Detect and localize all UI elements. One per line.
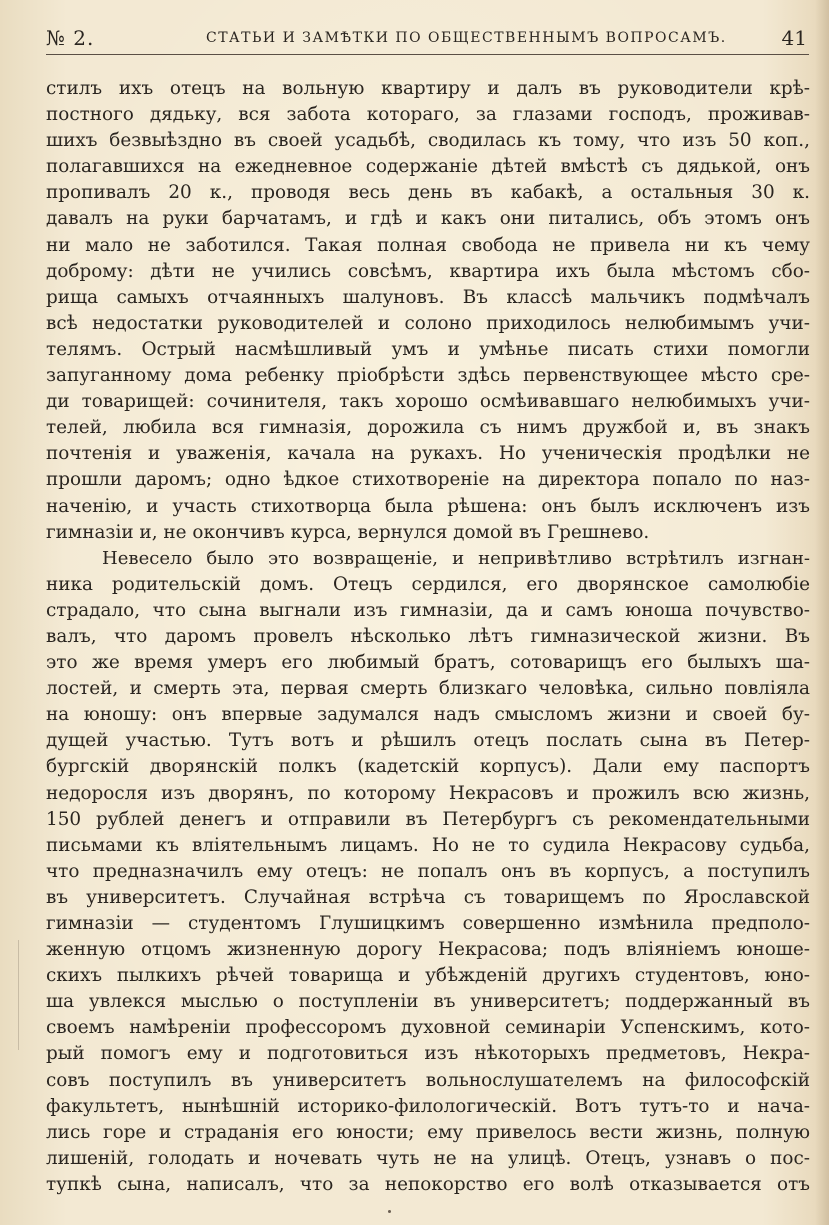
text-line: стилъ ихъ отецъ на вольную квартиру и далъ въ руководители крѣ- [46, 78, 810, 99]
text-line: лишеній, голодать и ночевать чуть не на улицѣ. Отецъ, узнавъ о пос- [46, 1147, 810, 1169]
text-line: это же время умеръ его любимый братъ, сотоварищъ его былыхъ ша- [46, 652, 810, 674]
text-line: лостей, и смерть эта, первая смерть близкаго человѣка, сильно повліяла [46, 678, 810, 700]
page-edge-shadow [815, 0, 829, 1225]
paragraph-end-line: гимназіи и, не окончивъ курса, вернулся домой въ Грешнево. [46, 521, 650, 543]
text-line: дущей участью. Тутъ вотъ и рѣшилъ отецъ послать сына въ Петер- [46, 730, 810, 752]
text-line: бургскій дворянскій полкъ (кадетскій корпусъ). Дали ему паспортъ [46, 756, 810, 778]
text-line: своемъ намѣреніи профессоромъ духовной семинаріи Успенскимъ, кото- [46, 1017, 810, 1039]
section-title: СТАТЬИ И ЗАМѢТКИ ПО ОБЩЕСТВЕННЫМЪ ВОПРОСАМЪ. [206, 30, 727, 46]
paragraph-start-line: Невесело было это возвращеніе, и непривѣтливо встрѣтилъ изгнан- [102, 547, 810, 569]
page-number: 41 [781, 26, 807, 50]
paper-speck [388, 1210, 391, 1213]
text-line: давалъ на руки барчатамъ, и гдѣ и какъ они питались, объ этомъ онъ [46, 208, 810, 230]
text-line: лись горе и страданія его юности; ему привелось вести жизнь, полную [46, 1121, 810, 1143]
text-line: почтенія и уваженія, качала на рукахъ. Но ученическія продѣлки не [46, 443, 810, 465]
text-line: ни мало не заботился. Такая полная свобода не привела ни къ чему [46, 234, 810, 256]
text-line: ника родительскій домъ. Отецъ сердился, его дворянское самолюбіе [46, 573, 810, 595]
text-line: доброму: дѣти не учились совсѣмъ, квартира ихъ была мѣстомъ сбо- [46, 260, 810, 282]
text-line: шихъ безвыѣздно въ своей усадьбѣ, сводилась къ тому, что изъ 50 коп., [46, 130, 810, 152]
text-line: факультетъ, нынѣшній историко-филологическій. Вотъ тутъ-то и нача- [46, 1095, 810, 1117]
text-line: рый помогъ ему и подготовиться изъ нѣкоторыхъ предметовъ, Некра- [46, 1043, 810, 1065]
text-line: гимназіи — студентомъ Глушицкимъ совершенно измѣнила предполо- [46, 913, 810, 934]
text-line: полагавшихся на ежедневное содержаніе дѣтей вмѣстѣ съ дядькой, онъ [46, 156, 810, 178]
text-line: рища самыхъ отчаянныхъ шалуновъ. Въ классѣ мальчикъ подмѣчалъ [46, 286, 810, 308]
text-line: постного дядьку, вся забота котораго, за глазами господъ, проживав- [46, 104, 810, 126]
text-line: прошли даромъ; одно ѣдкое стихотвореніе на директора попало по наз- [46, 469, 810, 491]
text-line: письмами къ вліятельнымъ лицамъ. Но не то судила Некрасову судьба, [46, 834, 810, 856]
text-line: ди товарищей: сочинителя, такъ хорошо осмѣивавшаго нелюбимыхъ учи- [46, 391, 810, 413]
text-line: женную отцомъ жизненную дорогу Некрасова; подъ вліяніемъ юноше- [46, 939, 810, 961]
text-line: на юношу: онъ впервые задумался надъ смысломъ жизни и своей бу- [46, 704, 810, 726]
text-line: въ университетъ. Случайная встрѣча съ товарищемъ по Ярославской [46, 886, 810, 908]
text-line: пропивалъ 20 к., проводя весь день въ кабакѣ, а остальныя 30 к. [46, 182, 810, 204]
binding-shadow [18, 940, 19, 1050]
text-line: телей, любила вся гимназія, дорожила съ нимъ дружбой и, въ знакъ [46, 417, 810, 439]
text-line: валъ, что даромъ провелъ нѣсколько лѣтъ гимназической жизни. Въ [46, 625, 810, 647]
text-line: 150 рублей денегъ и отправили въ Петербургъ съ рекомендательными [46, 808, 810, 830]
text-line: запуганному дома ребенку пріобрѣсти здѣсь первенствующее мѣсто сре- [46, 365, 810, 387]
issue-number: № 2. [46, 26, 95, 50]
article-body [46, 76, 810, 1198]
text-line: телямъ. Острый насмѣшливый умъ и умѣнье писать стихи помогли [46, 338, 810, 360]
text-line: совъ поступилъ въ университетъ вольнослушателемъ на философскій [46, 1069, 810, 1091]
text-line: скихъ пылкихъ рѣчей товарища и убѣжденій другихъ студентовъ, юно- [46, 965, 810, 987]
text-line: наченію, и участь стихотворца была рѣшена: онъ былъ исключенъ изъ [46, 495, 810, 517]
running-header [46, 24, 809, 55]
text-line: всѣ недостатки руководителей и солоно приходилось нелюбимымъ учи- [46, 312, 810, 334]
text-line: ша увлекся мыслью о поступленіи въ университетъ; поддержанный въ [46, 991, 810, 1013]
text-line: недоросля изъ дворянъ, по которому Некрасовъ и прожилъ всю жизнь, [46, 782, 810, 804]
text-line: тупкѣ сына, написалъ, что за непокорство его волѣ отказывается отъ [46, 1173, 810, 1195]
text-line: что предназначилъ ему отецъ: не попалъ онъ въ корпусъ, а поступилъ [46, 860, 810, 882]
text-line: страдало, что сына выгнали изъ гимназіи, да и самъ юноша почувство- [46, 599, 810, 621]
